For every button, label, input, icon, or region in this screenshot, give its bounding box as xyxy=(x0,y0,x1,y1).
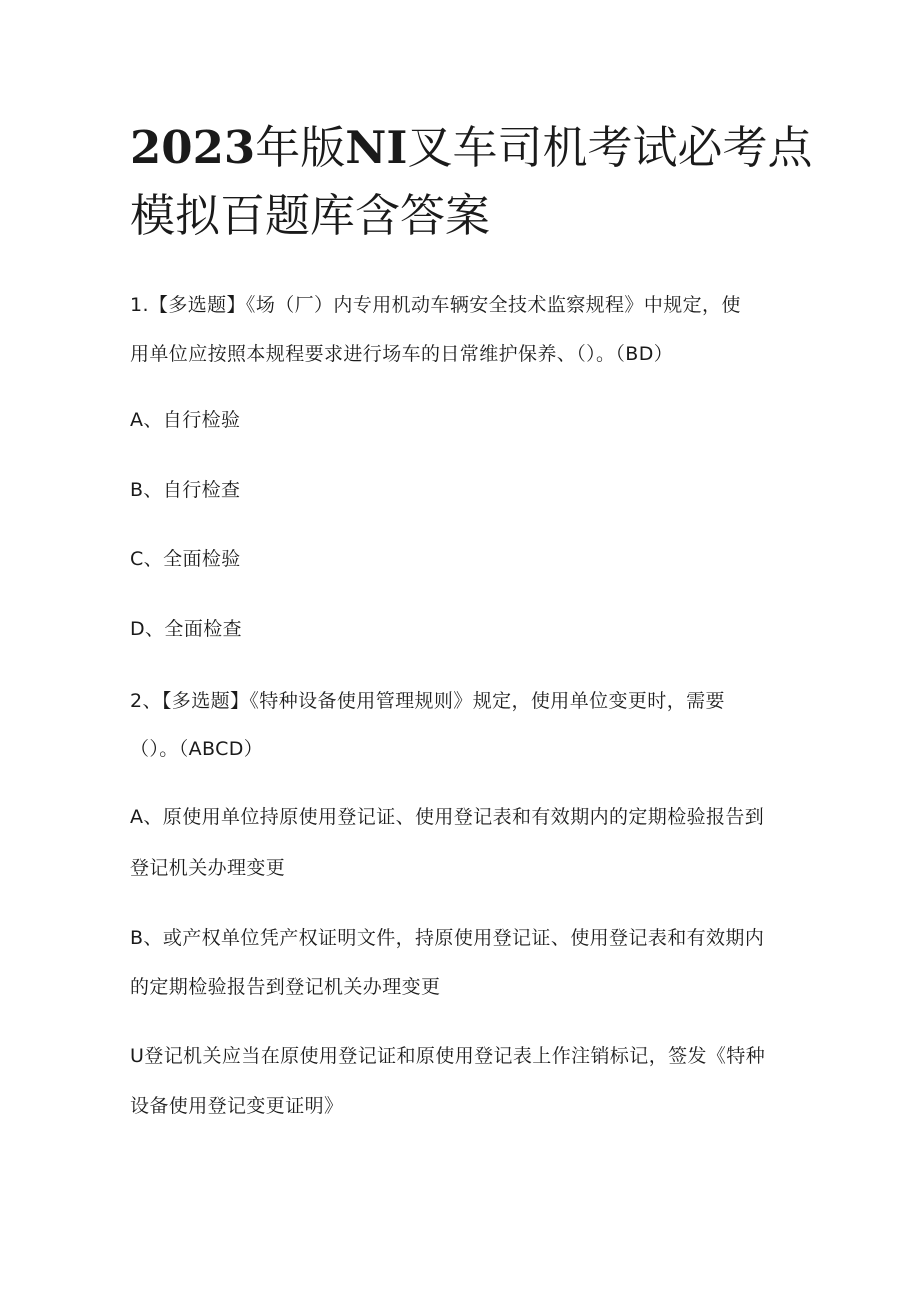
question-1-stem-line-2: 用单位应按照本规程要求进行场车的日常维护保养、（）。（BD） xyxy=(130,343,674,365)
title-year: 2023 xyxy=(130,121,256,174)
title-ni: NI xyxy=(345,121,408,174)
question-2-option-b-line-1: B、或产权单位凭产权证明文件，持原使用登记证、使用登记表和有效期内 xyxy=(130,927,765,949)
title-text-a: 年版 xyxy=(255,121,346,174)
question-1-option-c: C、全面检验 xyxy=(130,548,241,570)
question-2-option-a-line-1: A、原使用单位持原使用登记证、使用登记表和有效期内的定期检验报告到 xyxy=(130,806,765,828)
question-2-stem-line-1: 2、【多选题】《特种设备使用管理规则》规定，使用单位变更时，需要 xyxy=(130,690,725,712)
question-1-option-b: B、自行检查 xyxy=(130,479,241,501)
title-text-b: 叉车司机考试必考点 xyxy=(407,121,813,174)
question-2-stem-line-2: （）。（ABCD） xyxy=(130,738,264,760)
question-2-option-c-line-1: U登记机关应当在原使用登记证和原使用登记表上作注销标记，签发《特种 xyxy=(130,1045,766,1067)
question-2-option-b-line-2: 的定期检验报告到登记机关办理变更 xyxy=(130,976,441,998)
document-title-line-1 xyxy=(130,118,812,178)
question-2-option-c-line-2: 设备使用登记变更证明》 xyxy=(130,1095,344,1117)
question-1-option-d: D、全面检查 xyxy=(130,618,243,640)
document-title-line-2: 模拟百题库含答案 xyxy=(130,189,491,242)
question-1-stem-line-1: 1.【多选题】《场（厂）内专用机动车辆安全技术监察规程》中规定，使 xyxy=(130,294,741,316)
question-1-option-a: A、自行检验 xyxy=(130,409,241,431)
question-2-option-a-line-2: 登记机关办理变更 xyxy=(130,857,286,879)
